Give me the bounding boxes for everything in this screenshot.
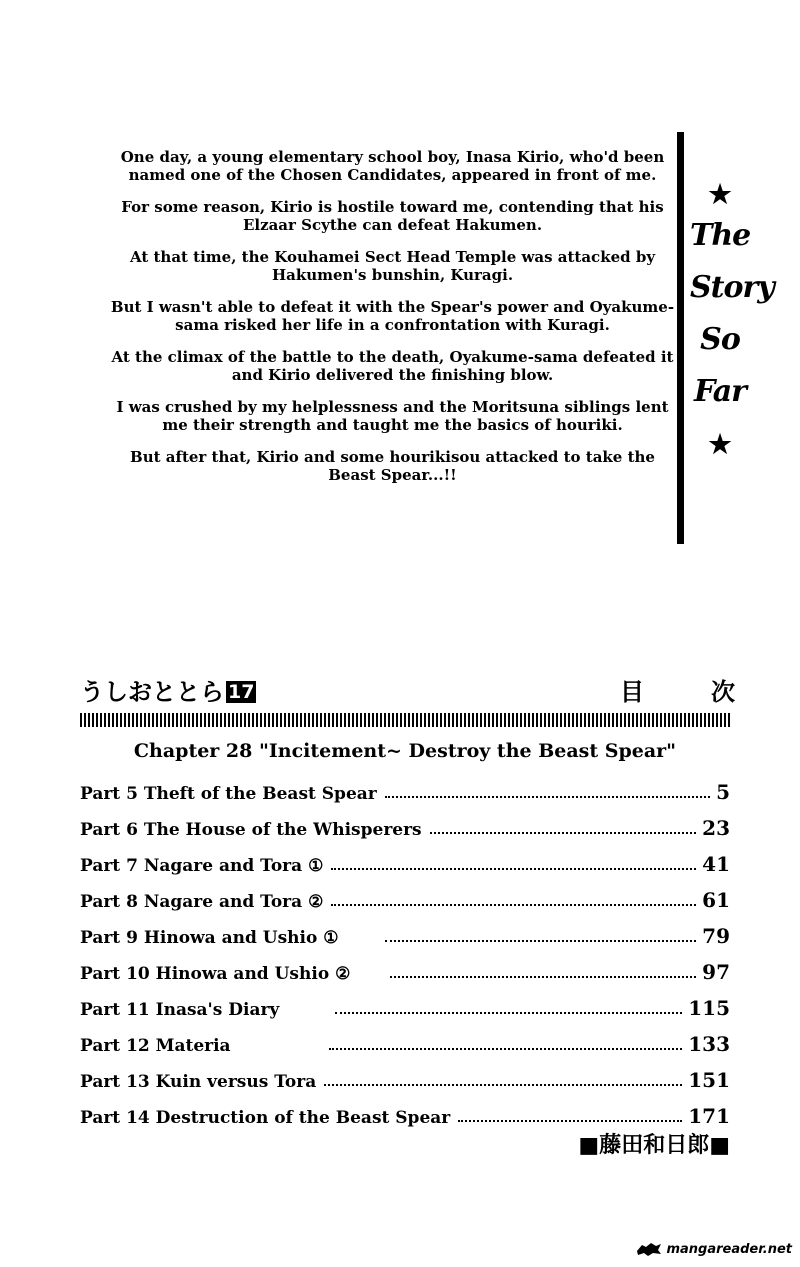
toc-entry[interactable]: [80, 1056, 730, 1092]
leader-dots: [331, 904, 696, 906]
vertical-divider: [677, 132, 684, 544]
series-title: [80, 672, 256, 707]
toc-entry-title: Part 10 Hinowa and Ushio ②: [80, 964, 351, 984]
toc-entry-page: 5: [716, 780, 730, 804]
toc-entry-title: Part 7 Nagare and Tora ①: [80, 856, 324, 876]
story-paragraph: I was crushed by my helplessness and the Moritsuna siblings lent me their strength and taught me the basics of houriki.: [116, 398, 669, 434]
contents-heading: [620, 672, 735, 707]
author-name: ■藤田和日郎■: [578, 1133, 730, 1158]
leader-dots: [331, 868, 696, 870]
barcode-rule: [80, 713, 730, 727]
leader-dots: [390, 976, 696, 978]
toc-entry[interactable]: [80, 984, 730, 1020]
toc-entry[interactable]: [80, 912, 730, 948]
story-paragraph: But I wasn't able to defeat it with the Spear's power and Oyakume-sama risked her life in a confrontation with Kuragi.: [110, 298, 675, 334]
toc-entry-page: 115: [688, 996, 730, 1020]
series-name: うしおととら: [80, 678, 224, 706]
story-so-far-title: [690, 180, 774, 460]
toc-entry-title: Part 13 Kuin versus Tora: [80, 1072, 317, 1092]
story-paragraph: One day, a young elementary school boy, Inasa Kirio, who'd been named one of the Chosen Candidates, appeared in front of me.: [120, 148, 665, 184]
story-paragraph: At that time, the Kouhamei Sect Head Temple was attacked by Hakumen's bunshin, Kuragi.: [129, 248, 656, 284]
leader-dots: [335, 1012, 682, 1014]
toc-entry-page: 97: [702, 960, 730, 984]
toc-entry[interactable]: [80, 840, 730, 876]
leader-dots: [430, 832, 697, 834]
toc-entry-title: Part 9 Hinowa and Ushio ①: [80, 928, 339, 948]
toc-entry-title: Part 5 Theft of the Beast Spear: [80, 784, 377, 804]
toc-entry-title: Part 12 Materia: [80, 1036, 231, 1056]
leader-dots: [458, 1120, 682, 1122]
toc-entry-title: Part 11 Inasa's Diary: [80, 1000, 280, 1020]
toc-entry-page: 151: [688, 1068, 730, 1092]
toc-entry-page: 133: [688, 1032, 730, 1056]
star-icon: ★: [708, 430, 732, 460]
chapter-heading: Chapter 28 "Incitement~ Destroy the Beast Spear": [133, 740, 677, 762]
watermark-text: mangareader.net: [666, 1241, 792, 1257]
toc-list: [80, 768, 730, 1128]
tiger-logo-icon: [636, 1241, 662, 1257]
side-title-word: The: [690, 218, 751, 253]
toc-entry-title: Part 14 Destruction of the Beast Spear: [80, 1108, 451, 1128]
toc-entry-title: Part 6 The House of the Whisperers: [80, 820, 422, 840]
toc-entry[interactable]: [80, 1092, 730, 1128]
star-icon: ★: [708, 180, 732, 210]
toc-entry[interactable]: [80, 1020, 730, 1056]
leader-dots: [324, 1084, 682, 1086]
toc-entry[interactable]: [80, 804, 730, 840]
side-title-word: So: [700, 322, 740, 357]
side-title-word: Far: [694, 374, 746, 409]
watermark: [636, 1241, 792, 1257]
volume-badge: 17: [228, 681, 255, 703]
leader-dots: [329, 1048, 683, 1050]
story-so-far-text: [105, 148, 680, 498]
leader-dots: [385, 796, 710, 798]
story-paragraph: For some reason, Kirio is hostile toward me, contending that his Elzaar Scythe can defeat Hakumen.: [121, 198, 664, 234]
side-title-word: Story: [690, 270, 774, 305]
story-paragraph: But after that, Kirio and some hourikisou attacked to take the Beast Spear...!!: [130, 448, 655, 484]
toc-entry-page: 171: [688, 1104, 730, 1128]
toc-entry-page: 79: [702, 924, 730, 948]
contents-heading-char: 目: [620, 678, 644, 706]
toc-entry-page: 23: [702, 816, 730, 840]
story-paragraph: At the climax of the battle to the death, Oyakume-sama defeated it and Kirio delivered the finishing blow.: [111, 348, 674, 384]
toc-entry-page: 41: [702, 852, 730, 876]
toc-entry-title: Part 8 Nagare and Tora ②: [80, 892, 324, 912]
leader-dots: [385, 940, 697, 942]
toc-entry-page: 61: [702, 888, 730, 912]
toc-entry[interactable]: [80, 948, 730, 984]
toc-entry[interactable]: [80, 768, 730, 804]
contents-heading-char: 次: [711, 678, 735, 706]
toc-entry[interactable]: [80, 876, 730, 912]
